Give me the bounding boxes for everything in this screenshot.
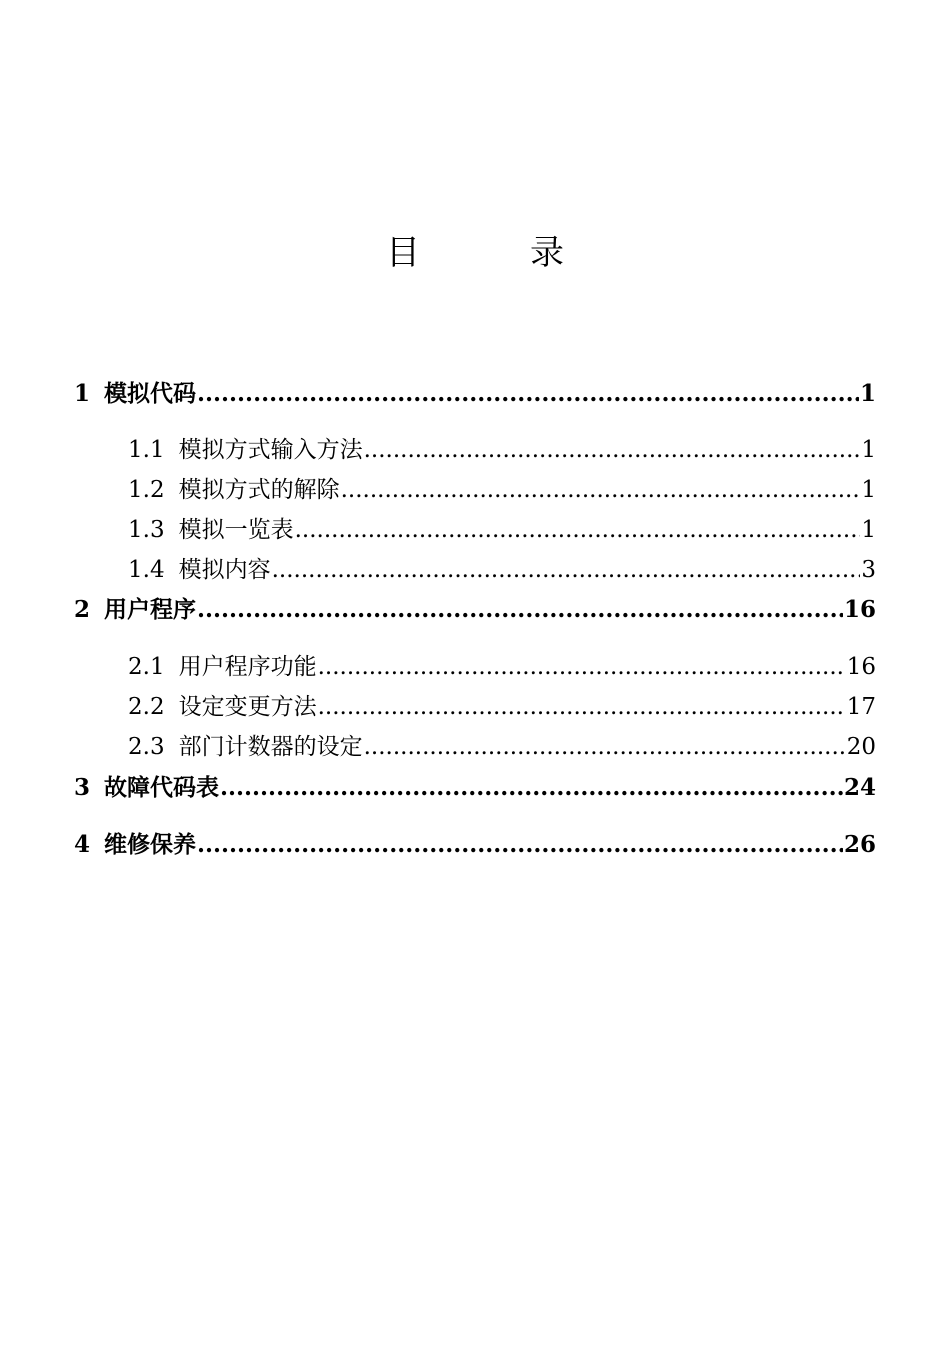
toc-entry-number: 3	[74, 774, 91, 801]
toc-entry-label: 用户程序功能	[178, 654, 317, 680]
toc-entry-label: 模拟一览表	[178, 517, 294, 543]
toc-entry-page: 17	[846, 694, 876, 720]
title-char-1: 目	[386, 233, 420, 273]
toc-entry-page: 24	[843, 774, 876, 801]
toc-entry-number: 1.4	[128, 557, 165, 583]
toc-entry-page: 16	[846, 654, 876, 680]
toc-entry-page: 1	[861, 477, 876, 503]
toc-entry-label: 故障代码表	[104, 774, 220, 801]
toc-leader-dots	[318, 651, 846, 683]
toc-entry-number: 4	[74, 831, 91, 858]
toc-entry-page: 3	[861, 557, 876, 583]
toc-entry-label: 模拟代码	[104, 380, 197, 407]
toc-leader-dots	[295, 514, 861, 546]
toc-entry-label: 模拟方式的解除	[178, 477, 340, 503]
toc-leader-dots	[364, 731, 846, 763]
toc-leader-dots	[341, 474, 861, 506]
toc-entry-page: 1	[861, 517, 876, 543]
toc-leader-dots	[318, 691, 846, 723]
toc-entry-1-4[interactable]	[128, 554, 876, 586]
toc-entry-2[interactable]	[74, 594, 876, 626]
toc-entry-number: 1.1	[128, 437, 165, 463]
toc-entry-label: 模拟内容	[178, 557, 271, 583]
toc-entry-2-2[interactable]	[128, 691, 876, 723]
toc-entry-page: 1	[861, 437, 876, 463]
toc-entry-label: 模拟方式输入方法	[178, 437, 363, 463]
toc-entry-page: 16	[843, 596, 876, 623]
toc-leader-dots	[220, 772, 843, 804]
page-title	[0, 228, 950, 278]
toc-entry-number: 1.3	[128, 517, 165, 543]
toc-entry-1-3[interactable]	[128, 514, 876, 546]
toc-entry-number: 2.2	[128, 694, 165, 720]
toc-leader-dots	[197, 378, 859, 410]
toc-entry-1[interactable]	[74, 378, 876, 410]
toc-leader-dots	[272, 554, 861, 586]
toc-entry-3[interactable]	[74, 772, 876, 804]
toc-entry-2-1[interactable]	[128, 651, 876, 683]
toc-entry-number: 2.3	[128, 734, 165, 760]
toc-entry-label: 部门计数器的设定	[178, 734, 363, 760]
toc-entry-page: 1	[859, 380, 876, 407]
toc-entry-page: 20	[846, 734, 876, 760]
toc-entry-label: 设定变更方法	[178, 694, 317, 720]
toc-leader-dots	[364, 434, 861, 466]
toc-entry-number: 2	[74, 596, 91, 623]
toc-entry-label: 用户程序	[104, 596, 197, 623]
toc-entry-page: 26	[843, 831, 876, 858]
title-char-2: 录	[530, 233, 564, 273]
toc-leader-dots	[197, 594, 843, 626]
toc-entry-label: 维修保养	[104, 831, 197, 858]
toc-entry-number: 2.1	[128, 654, 165, 680]
toc-entry-1-1[interactable]	[128, 434, 876, 466]
toc-entry-4[interactable]	[74, 829, 876, 861]
toc-entry-1-2[interactable]	[128, 474, 876, 506]
toc-entry-number: 1.2	[128, 477, 165, 503]
toc-entry-2-3[interactable]	[128, 731, 876, 763]
toc-entry-number: 1	[74, 380, 91, 407]
toc-leader-dots	[197, 829, 843, 861]
